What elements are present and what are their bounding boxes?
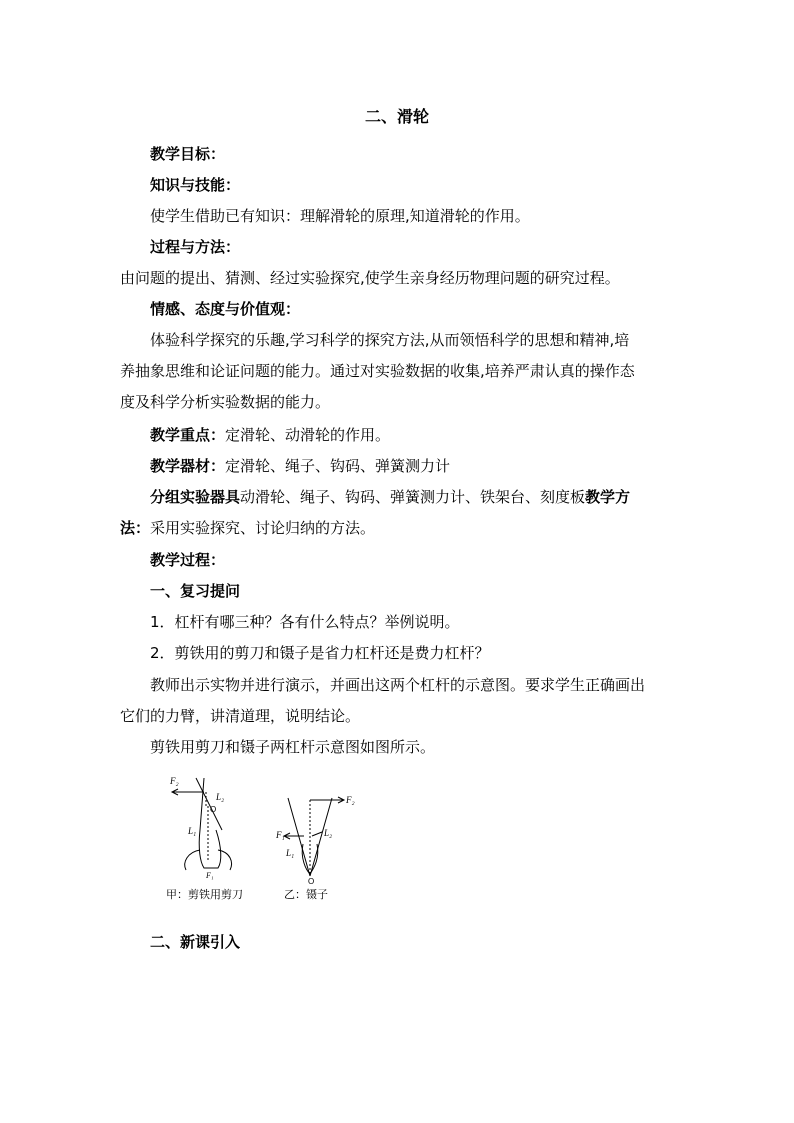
label-l1-tweezers: L₁ bbox=[286, 848, 295, 858]
page-title: 二、滑轮 bbox=[364, 107, 429, 126]
equipment-text: 定滑轮、绳子、钩码、弹簧测力计 bbox=[225, 457, 451, 475]
method-text: 采用实验探究、讨论归纳的方法。 bbox=[150, 519, 376, 537]
label-f1-tweezers: F₁ bbox=[276, 830, 285, 840]
label-l2-tweezers: L₂ bbox=[324, 828, 333, 838]
method-label-part-a: 教学方 bbox=[585, 488, 631, 506]
emotion-heading: 情感、态度与价值观： bbox=[150, 300, 301, 318]
process-heading: 过程与方法： bbox=[150, 238, 241, 256]
label-l2-scissors: L₂ bbox=[216, 792, 225, 802]
figure-intro: 剪铁用剪刀和镊子两杠杆示意图如图所示。 bbox=[150, 738, 436, 756]
scissors-grip-left bbox=[185, 850, 200, 870]
caption-scissors: 甲：剪铁用剪刀 bbox=[166, 888, 243, 901]
arm-l2-marker bbox=[312, 832, 322, 836]
scissors-handle bbox=[199, 830, 221, 868]
label-o-scissors: O bbox=[210, 805, 217, 814]
scissors-grip-right bbox=[218, 850, 232, 870]
tweezers-diagram bbox=[284, 797, 344, 876]
emotion-text-line-3: 度及科学分析实验数据的能力。 bbox=[120, 393, 331, 411]
group-equipment bbox=[150, 487, 710, 507]
label-l1-scissors: L₁ bbox=[188, 826, 197, 836]
procedure-heading: 教学过程： bbox=[150, 551, 226, 569]
caption-tweezers: 乙：镊子 bbox=[284, 888, 328, 901]
knowledge-text: 使学生借助已有知识：理解滑轮的原理,知道滑轮的作用。 bbox=[150, 207, 530, 225]
label-f1-scissors: F₁ bbox=[206, 871, 214, 880]
knowledge-heading: 知识与技能： bbox=[150, 176, 241, 194]
objectives-heading: 教学目标： bbox=[150, 145, 226, 163]
lever-diagram-figure bbox=[160, 770, 360, 905]
teaching-method bbox=[120, 518, 680, 538]
label-f2-scissors: F₂ bbox=[170, 776, 179, 786]
scissors-blade-left bbox=[196, 778, 225, 830]
process-text: 由问题的提出、猜测、经过实验探究,使学生亲身经历物理问题的研究过程。 bbox=[120, 269, 620, 287]
emotion-text-line-2: 养抽象思维和论证问题的能力。通过对实验数据的收集,培养严肃认真的操作态 bbox=[120, 362, 635, 380]
tweezers-arm-left bbox=[288, 798, 310, 876]
teacher-text-line-1: 教师出示实物并进行演示，并画出这两个杠杆的示意图。要求学生正确画出 bbox=[150, 676, 646, 694]
key-points-label: 教学重点： bbox=[150, 426, 226, 444]
label-o-tweezers: O bbox=[308, 877, 315, 886]
review-question-1: 1．杠杆有哪三种？各有什么特点？举例说明。 bbox=[150, 613, 460, 631]
equipment bbox=[150, 456, 710, 476]
group-equipment-label: 分组实验器具 bbox=[150, 488, 241, 506]
key-points-text: 定滑轮、动滑轮的作用。 bbox=[225, 426, 391, 444]
review-heading: 一、复习提问 bbox=[150, 582, 241, 600]
emotion-text-line-1: 体验科学探究的乐趣,学习科学的探究方法,从而领悟科学的思想和精神,培 bbox=[150, 331, 630, 349]
label-f2-tweezers: F₂ bbox=[346, 795, 355, 805]
scissors-blade-right bbox=[200, 778, 204, 830]
key-points bbox=[150, 425, 710, 445]
review-question-2: 2．剪铁用的剪刀和镊子是省力杠杆还是费力杠杆？ bbox=[150, 644, 490, 662]
method-label-part-b: 法： bbox=[120, 519, 151, 537]
equipment-label: 教学器材： bbox=[150, 457, 226, 475]
new-lesson-heading: 二、新课引入 bbox=[150, 933, 241, 951]
group-equipment-text: 动滑轮、绳子、钩码、弹簧测力计、铁架台、刻度板 bbox=[240, 488, 586, 506]
teacher-text-line-2: 它们的力臂，讲清道理，说明结论。 bbox=[120, 707, 361, 725]
